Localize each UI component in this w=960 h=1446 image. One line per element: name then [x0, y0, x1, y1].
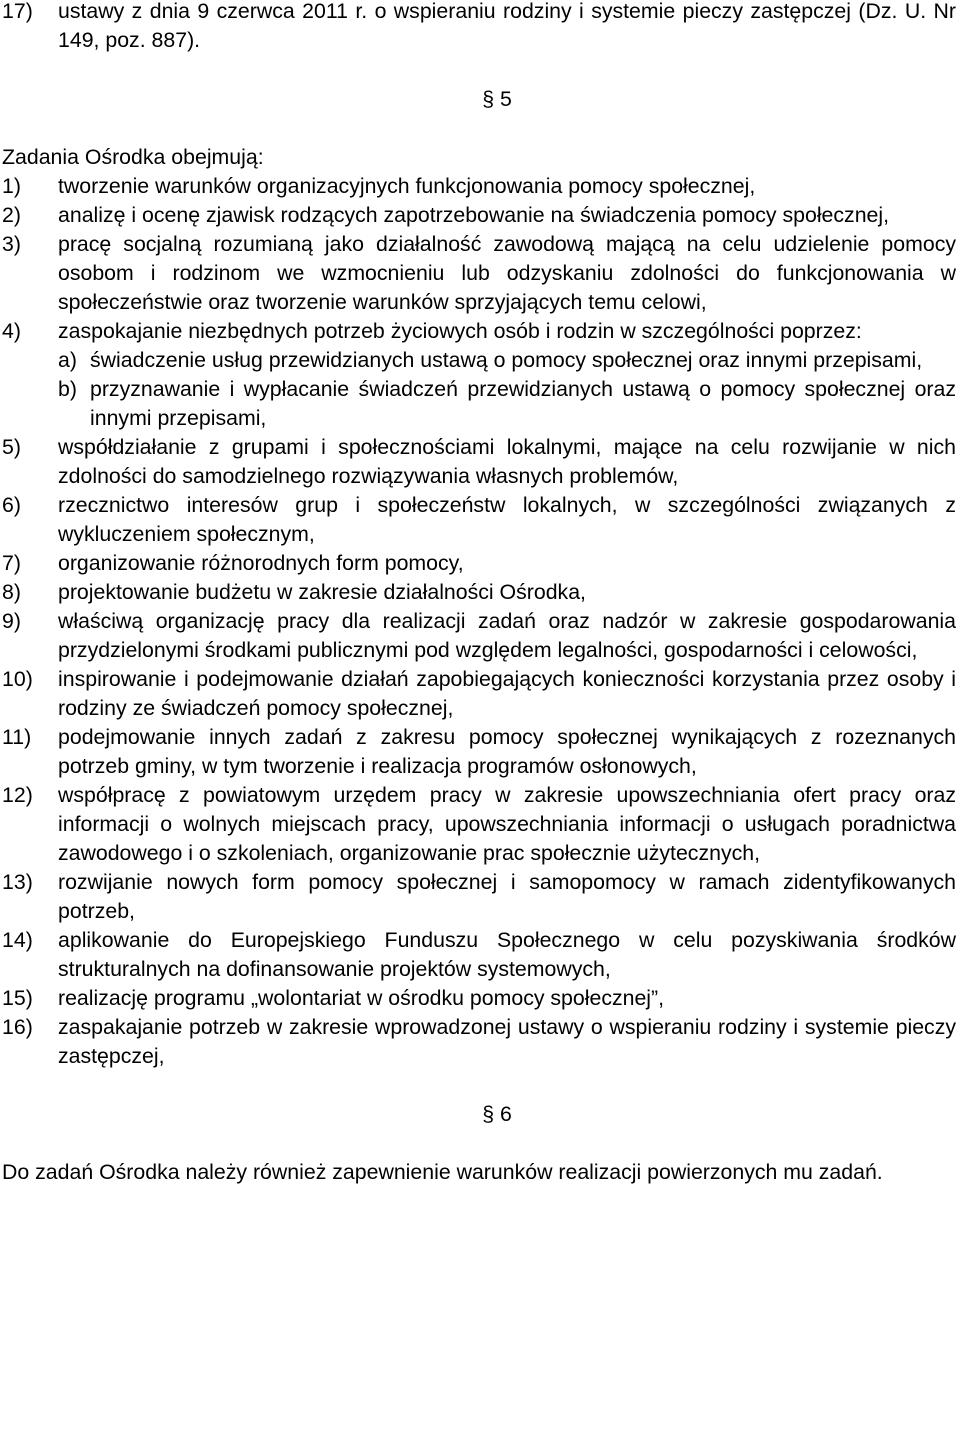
list-item-5 — [2, 433, 956, 491]
item-text: zaspakajanie potrzeb w zakresie wprowadzonej ustawy o wspieraniu rodziny i systemie pieczy zastępczej, — [58, 1015, 956, 1068]
list-item-6 — [2, 491, 956, 549]
item-number: 14) — [2, 928, 33, 952]
item-text: realizację programu „wolontariat w ośrodku pomocy społecznej”, — [58, 986, 665, 1010]
sub-item-letter: b) — [58, 377, 77, 401]
section-5-lead: Zadania Ośrodka obejmują: — [2, 145, 264, 169]
item-number: 3) — [2, 232, 21, 256]
section-6-heading: § 6 — [482, 1102, 512, 1126]
item-text: inspirowanie i podejmowanie działań zapobiegających konieczności korzystania przez osoby i rodziny ze świadczeń pomocy społecznej, — [58, 667, 956, 720]
sub-item-text: przyznawanie i wypłacanie świadczeń przewidzianych ustawą o pomocy społecznej oraz innymi przepisami, — [90, 377, 956, 430]
item-number: 1) — [2, 174, 21, 198]
item-text: analizę i ocenę zjawisk rodzących zapotrzebowanie na świadczenia pomocy społecznej, — [58, 203, 890, 227]
item-number: 10) — [2, 667, 33, 691]
item-number: 16) — [2, 1015, 33, 1039]
item-text: zaspokajanie niezbędnych potrzeb życiowych osób i rodzin w szczególności poprzez: — [58, 319, 862, 343]
item-number: 5) — [2, 435, 21, 459]
item-text: współdziałanie z grupami i społecznościami lokalnymi, mające na celu rozwijanie w nich zdolności do samodzielnego rozwiązywania własnych problemów, — [58, 435, 956, 488]
sub-item-text: świadczenie usług przewidzianych ustawą o pomocy społecznej oraz innymi przepisami, — [90, 348, 923, 372]
list-item-10 — [2, 665, 956, 723]
item-text: pracę socjalną rozumianą jako działalność zawodową mającą na celu udzielenie pomocy osobom i rodzinom we wzmocnieniu lub odzyskaniu zdolności do funkcjonowania w społeczeństwie oraz tworzenie warunków sprzyjających temu celowi, — [58, 232, 956, 314]
item-text: podejmowanie innych zadań z zakresu pomocy społecznej wynikających z rozeznanych potrzeb gminy, w tym tworzenie i realizacja programów osłonowych, — [58, 725, 956, 778]
list-item-17 — [2, 0, 956, 55]
list-item-3 — [2, 230, 956, 317]
sub-item-b — [2, 375, 956, 433]
item-number: 6) — [2, 493, 21, 517]
list-item-14 — [2, 926, 956, 984]
list-item-8 — [2, 578, 956, 607]
list-item-15 — [2, 984, 956, 1013]
list-item-12 — [2, 781, 956, 868]
section-6-text: Do zadań Ośrodka należy również zapewnienie warunków realizacji powierzonych mu zadań. — [2, 1160, 883, 1184]
sub-item-a — [2, 346, 956, 375]
list-item-2 — [2, 201, 956, 230]
item-text: aplikowanie do Europejskiego Funduszu Społecznego w celu pozyskiwania środków strukturalnych na dofinansowanie projektów systemowych, — [58, 928, 956, 981]
sub-item-letter: a) — [58, 348, 77, 372]
item-text: organizowanie różnorodnych form pomocy, — [58, 551, 464, 575]
item-number: 15) — [2, 986, 33, 1010]
item-text: tworzenie warunków organizacyjnych funkcjonowania pomocy społecznej, — [58, 174, 756, 198]
item-text: współpracę z powiatowym urzędem pracy w zakresie upowszechniania ofert pracy oraz informacji o wolnych miejscach pracy, upowszechniania informacji o usługach poradnictwa zawodowego i o szkoleniach, organizowanie prac społecznie użytecznych, — [58, 783, 956, 865]
list-item-4 — [2, 317, 956, 346]
list-item-9 — [2, 607, 956, 665]
list-item-16 — [2, 1013, 956, 1071]
item-number: 2) — [2, 203, 21, 227]
item-number: 4) — [2, 319, 21, 343]
item-number: 7) — [2, 551, 21, 575]
item-number: 8) — [2, 580, 21, 604]
item-number: 9) — [2, 609, 21, 633]
item-text: właściwą organizację pracy dla realizacji zadań oraz nadzór w zakresie gospodarowania przydzielonymi środkami publicznymi pod względem legalności, gospodarności i celowości, — [58, 609, 956, 662]
item-text: rozwijanie nowych form pomocy społecznej i samopomocy w ramach zidentyfikowanych potrzeb, — [58, 870, 956, 923]
item-number: 17) — [2, 0, 33, 23]
list-item-13 — [2, 868, 956, 926]
item-number: 12) — [2, 783, 33, 807]
list-item-7 — [2, 549, 956, 578]
item-text: projektowanie budżetu w zakresie działalności Ośrodka, — [58, 580, 586, 604]
item-text: ustawy z dnia 9 czerwca 2011 r. o wspieraniu rodziny i systemie pieczy zastępczej (Dz. U. Nr 149, poz. 887). — [58, 0, 956, 52]
list-item-1 — [2, 172, 956, 201]
item-text: rzecznictwo interesów grup i społeczeństw lokalnych, w szczególności związanych z wykluczeniem społecznym, — [58, 493, 956, 546]
item-number: 11) — [2, 725, 32, 749]
list-item-11 — [2, 723, 956, 781]
section-5-heading: § 5 — [482, 87, 512, 111]
item-number: 13) — [2, 870, 33, 894]
